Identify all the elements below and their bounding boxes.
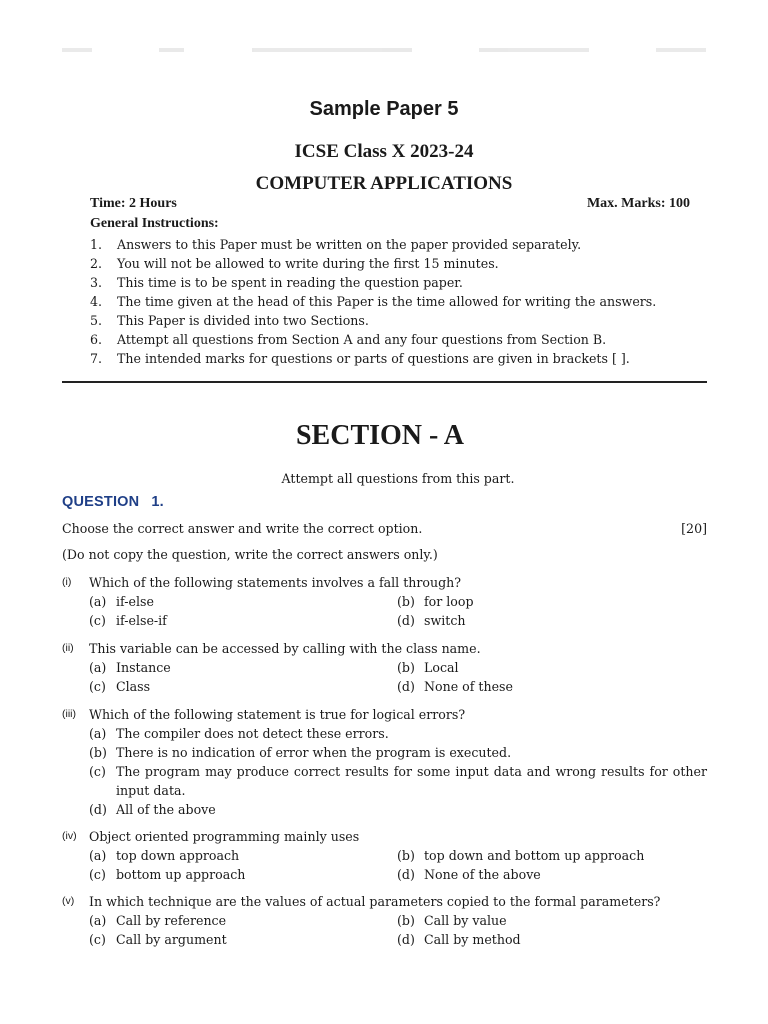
option-a: [89, 846, 397, 865]
option-label: (a): [89, 848, 107, 863]
option-c: [89, 865, 397, 884]
option-text: Class: [116, 679, 151, 694]
choose-instruction: Choose the correct answer and write the correct option.: [62, 521, 423, 536]
option-text: top down and bottom up approach: [424, 848, 645, 863]
option-b: [397, 911, 707, 930]
option-text: The program may produce correct results for some input data and wrong results for other input data.: [116, 764, 707, 798]
option-c: [89, 611, 397, 630]
question-marks: [20]: [681, 521, 707, 536]
instruction-item: [90, 235, 710, 254]
option-label: (b): [89, 745, 107, 760]
option-text: switch: [424, 613, 466, 628]
option-c: [89, 762, 707, 800]
instruction-text: This time is to be spent in reading the question paper.: [117, 275, 463, 290]
option-text: There is no indication of error when the program is executed.: [116, 745, 512, 760]
option-a: [89, 658, 397, 677]
section-title: SECTION - A: [295, 420, 465, 451]
question-text: Object oriented programming mainly uses: [89, 829, 360, 844]
mcq-question-4: [62, 827, 707, 884]
question-roman-number: (iii): [62, 708, 76, 720]
option-label: (b): [397, 660, 415, 675]
max-marks-label: Max. Marks: 100: [586, 196, 690, 211]
instruction-text: This Paper is divided into two Sections.: [117, 313, 369, 328]
option-label: (d): [89, 802, 107, 817]
question-heading: [62, 494, 164, 510]
option-label: (c): [89, 679, 106, 694]
question-text: Which of the following statement is true for logical errors?: [89, 707, 466, 722]
option-text: The compiler does not detect these errors.: [116, 726, 389, 741]
question-roman-number: (iv): [62, 830, 77, 842]
mcq-question-2: [62, 639, 707, 696]
option-text: Call by value: [424, 913, 507, 928]
option-label: (b): [397, 594, 415, 609]
instruction-number: 6.: [90, 332, 103, 347]
option-d: [397, 930, 707, 949]
option-text: Call by reference: [116, 913, 227, 928]
general-instructions-heading: General Instructions:: [90, 216, 219, 231]
option-label: (b): [397, 848, 415, 863]
question-text: Which of the following statements involves a fall through?: [89, 575, 462, 590]
mcq-question-5: [62, 892, 707, 949]
mcq-question-3: [62, 705, 707, 819]
option-label: (b): [397, 913, 415, 928]
instruction-item: [90, 254, 710, 273]
option-a: [89, 592, 397, 611]
option-c: [89, 930, 397, 949]
exam-title: ICSE Class X 2023-24: [294, 141, 474, 162]
instruction-number: 2.: [90, 256, 103, 271]
option-text: if-else: [116, 594, 154, 609]
option-label: (d): [397, 613, 415, 628]
choose-instruction-row: [62, 521, 707, 536]
instruction-text: The intended marks for questions or parts of questions are given in brackets [ ].: [117, 351, 630, 366]
option-label: (c): [89, 764, 106, 779]
option-b: [397, 846, 707, 865]
subject-title: COMPUTER APPLICATIONS: [255, 173, 513, 194]
instruction-text: The time given at the head of this Paper is the time allowed for writing the answers.: [117, 294, 657, 309]
option-d: [397, 677, 707, 696]
option-d: [89, 800, 707, 819]
option-text: None of these: [424, 679, 513, 694]
question-roman-number: (i): [62, 576, 72, 588]
question-text: In which technique are the values of actual parameters copied to the formal parameters?: [89, 894, 661, 909]
option-text: Instance: [116, 660, 171, 675]
question-text: This variable can be accessed by calling with the class name.: [89, 641, 481, 656]
option-b: [89, 743, 707, 762]
time-marks-row: [90, 196, 690, 212]
instruction-number: 5.: [90, 313, 103, 328]
paper-title: Sample Paper 5: [309, 98, 459, 120]
option-label: (c): [89, 932, 106, 947]
question-roman-number: (ii): [62, 642, 74, 654]
question-number: 1.: [151, 494, 164, 510]
option-a: [89, 724, 707, 743]
instruction-text: Answers to this Paper must be written on the paper provided separately.: [117, 237, 582, 252]
option-text: None of the above: [424, 867, 541, 882]
question-roman-number: (v): [62, 895, 75, 907]
horizontal-rule: [62, 381, 707, 383]
option-text: Call by argument: [116, 932, 227, 947]
instruction-number: 1.: [90, 237, 103, 252]
option-b: [397, 592, 707, 611]
instruction-number: 4.: [90, 294, 103, 309]
instruction-item: [90, 349, 710, 368]
option-text: Local: [424, 660, 459, 675]
option-c: [89, 677, 397, 696]
option-label: (a): [89, 726, 107, 741]
option-text: top down approach: [116, 848, 240, 863]
option-b: [397, 658, 707, 677]
mcq-question-1: [62, 573, 707, 630]
instructions-list: [90, 235, 710, 368]
question-label: QUESTION: [62, 494, 140, 510]
instruction-number: 3.: [90, 275, 103, 290]
instruction-item: [90, 330, 710, 349]
option-text: All of the above: [116, 802, 216, 817]
instruction-text: Attempt all questions from Section A and any four questions from Section B.: [117, 332, 607, 347]
copy-instruction: (Do not copy the question, write the correct answers only.): [62, 547, 438, 562]
option-label: (c): [89, 613, 106, 628]
option-d: [397, 865, 707, 884]
option-label: (d): [397, 867, 415, 882]
option-text: Call by method: [424, 932, 521, 947]
option-label: (c): [89, 867, 106, 882]
instruction-item: [90, 273, 710, 292]
option-text: for loop: [424, 594, 474, 609]
instruction-item: [90, 292, 710, 311]
option-label: (d): [397, 679, 415, 694]
option-a: [89, 911, 397, 930]
attempt-instruction: Attempt all questions from this part.: [281, 471, 515, 486]
time-label: Time: 2 Hours: [90, 196, 177, 211]
instruction-number: 7.: [90, 351, 103, 366]
option-d: [397, 611, 707, 630]
option-text: bottom up approach: [116, 867, 246, 882]
option-label: (a): [89, 913, 107, 928]
option-text: if-else-if: [116, 613, 167, 628]
option-label: (a): [89, 660, 107, 675]
faint-header-decoration: [62, 48, 706, 54]
instruction-text: You will not be allowed to write during the first 15 minutes.: [117, 256, 499, 271]
instruction-item: [90, 311, 710, 330]
option-label: (d): [397, 932, 415, 947]
option-label: (a): [89, 594, 107, 609]
